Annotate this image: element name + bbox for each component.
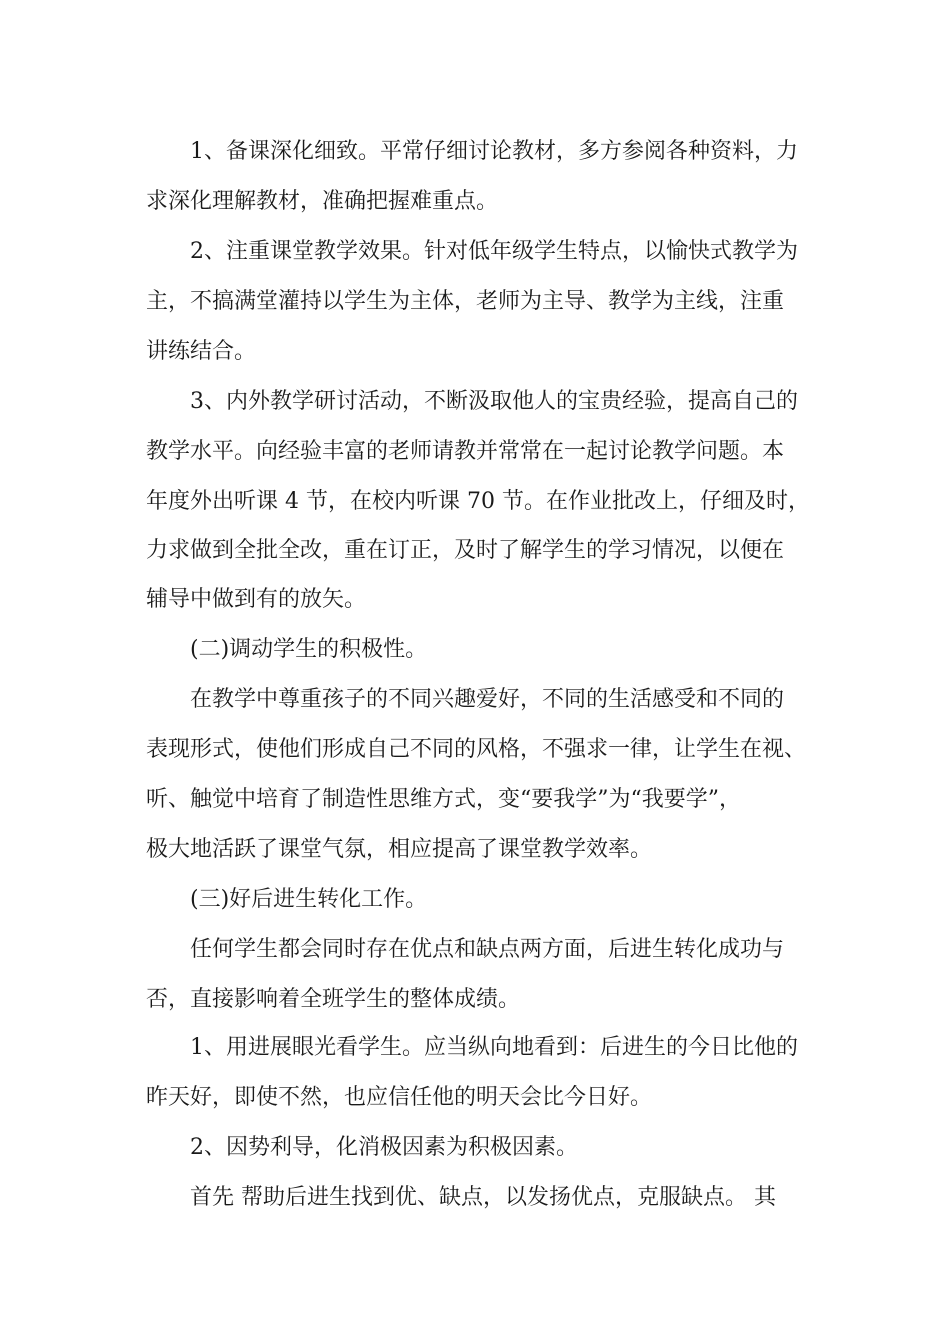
text-line: 年度外出听课 4 节，在校内听课 70 节。在作业批改上，仔细及时， — [146, 489, 810, 514]
text-line: 2、注重课堂教学效果。针对低年级学生特点，以愉快式教学为 — [190, 239, 798, 264]
text-line: 教学水平。向经验丰富的老师请教并常常在一起讨论教学问题。本 — [146, 439, 785, 464]
text-line: 力求做到全批全改，重在订正，及时了解学生的学习情况，以便在 — [146, 538, 785, 563]
text-line: 听、触觉中培育了制造性思维方式，变“要我学”为“我要学”， — [146, 787, 741, 812]
text-line: 首先 帮助后进生找到优、缺点，以发扬优点，克服缺点。 其 — [190, 1185, 776, 1210]
text-line: 表现形式，使他们形成自己不同的风格，不强求一律，让学生在视、 — [146, 737, 807, 762]
section-heading: (三)好后进生转化工作。 — [190, 887, 428, 912]
text-line: 求深化理解教材，准确把握难重点。 — [146, 189, 499, 214]
text-line: 3、内外教学研讨活动，不断汲取他人的宝贵经验，提高自己的 — [190, 389, 798, 414]
text-line: 否，直接影响着全班学生的整体成绩。 — [146, 987, 521, 1012]
text-line: 极大地活跃了课堂气氛，相应提高了课堂教学效率。 — [146, 837, 653, 862]
text-line: 1、备课深化细致。平常仔细讨论教材，多方参阅各种资料，力 — [190, 139, 798, 164]
text-line: 在教学中尊重孩子的不同兴趣爱好，不同的生活感受和不同的 — [190, 687, 785, 712]
text-line: 1、用进展眼光看学生。应当纵向地看到：后进生的今日比他的 — [190, 1035, 798, 1060]
section-heading: (二)调动学生的积极性。 — [190, 637, 428, 662]
text-line: 2、因势利导，化消极因素为积极因素。 — [190, 1135, 578, 1160]
text-line: 昨天好，即使不然，也应信任他的明天会比今日好。 — [146, 1085, 653, 1110]
text-line: 讲练结合。 — [146, 339, 257, 364]
text-line: 辅导中做到有的放矢。 — [146, 587, 367, 612]
text-line: 主，不搞满堂灌持以学生为主体，老师为主导、教学为主线，注重 — [146, 289, 785, 314]
text-line: 任何学生都会同时存在优点和缺点两方面，后进生转化成功与 — [190, 937, 785, 962]
